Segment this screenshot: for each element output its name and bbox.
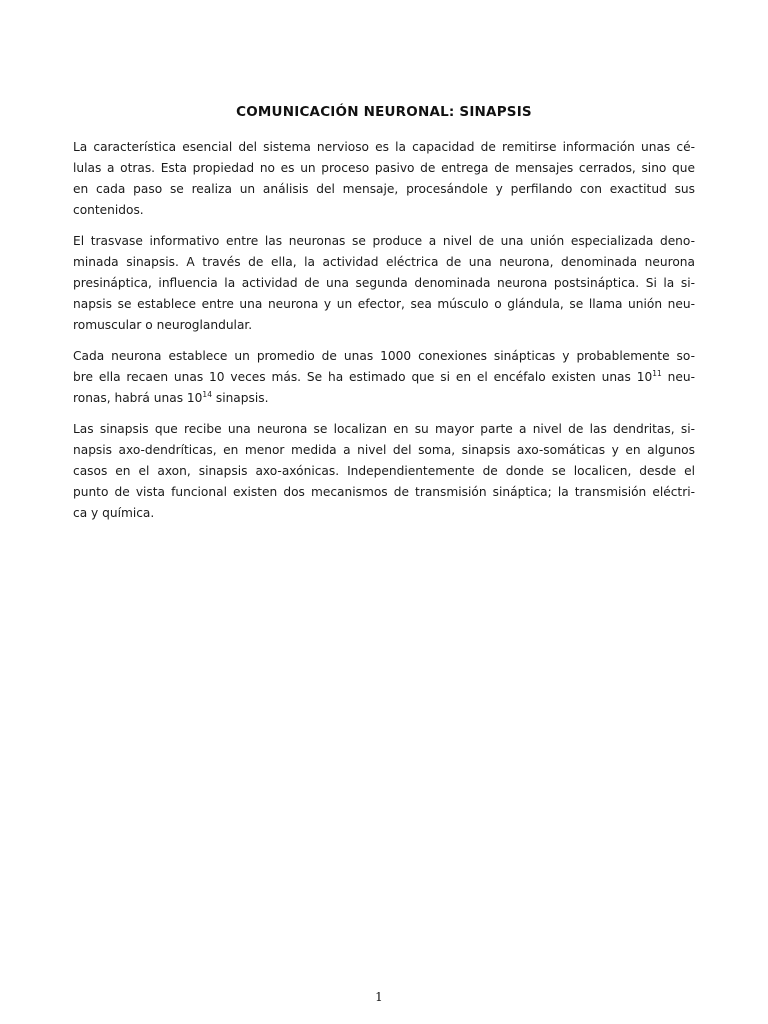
document-title: COMUNICACIÓN NEURONAL: SINAPSIS	[236, 104, 532, 120]
exponent: 11	[652, 369, 662, 378]
text-line: Las sinapsis que recibe una neurona se localizan en su mayor parte a nivel de las dendritas, si-	[73, 422, 695, 436]
text-segment: neu-	[661, 370, 695, 384]
text-line: La característica esencial del sistema nervioso es la capacidad de remitirse información unas cé-	[73, 140, 695, 154]
text-line: casos en el axon, sinapsis axo-axónicas. Independientemente de donde se localicen, desde el	[73, 464, 695, 478]
text-line: lulas a otras. Esta propiedad no es un proceso pasivo de entrega de mensajes cerrados, sino que	[73, 161, 695, 175]
paragraph-1	[73, 137, 695, 221]
text-segment: sinapsis.	[211, 391, 269, 405]
paragraph-2	[73, 231, 695, 336]
text-line: presináptica, influencia la actividad de una segunda denominada neurona postsináptica. Si la si-	[73, 276, 695, 290]
text-segment: bre ella recaen unas 10 veces más. Se ha estimado que si en el encéfalo existen unas 10	[73, 370, 653, 384]
text-line: minada sinapsis. A través de ella, la actividad eléctrica de una neurona, denominada neurona	[73, 255, 695, 269]
paragraph-3	[73, 346, 695, 409]
text-line: El trasvase informativo entre las neuronas se produce a nivel de una unión especializada deno-	[73, 234, 695, 248]
text-line: napsis axo-dendríticas, en menor medida a nivel del soma, sinapsis axo-somáticas y en algunos	[73, 443, 695, 457]
text-line: Cada neurona establece un promedio de unas 1000 conexiones sinápticas y probablemente so-	[73, 349, 695, 363]
text-line	[73, 388, 695, 409]
page-number: 1	[375, 990, 383, 1004]
text-line: ca y química.	[73, 506, 155, 520]
exponent: 14	[202, 390, 212, 399]
text-line: punto de vista funcional existen dos mecanismos de transmisión sináptica; la transmisión eléctri-	[73, 485, 695, 499]
paragraph-4	[73, 419, 695, 524]
text-segment: ronas, habrá unas 10	[73, 391, 203, 405]
text-line	[73, 367, 695, 388]
document-body	[73, 137, 695, 534]
text-line: romuscular o neuroglandular.	[73, 318, 253, 332]
text-line: en cada paso se realiza un análisis del mensaje, procesándole y perfilando con exactitud sus	[73, 182, 695, 196]
text-line: contenidos.	[73, 203, 144, 217]
text-line: napsis se establece entre una neurona y un efector, sea músculo o glándula, se llama unión neu-	[73, 297, 695, 311]
